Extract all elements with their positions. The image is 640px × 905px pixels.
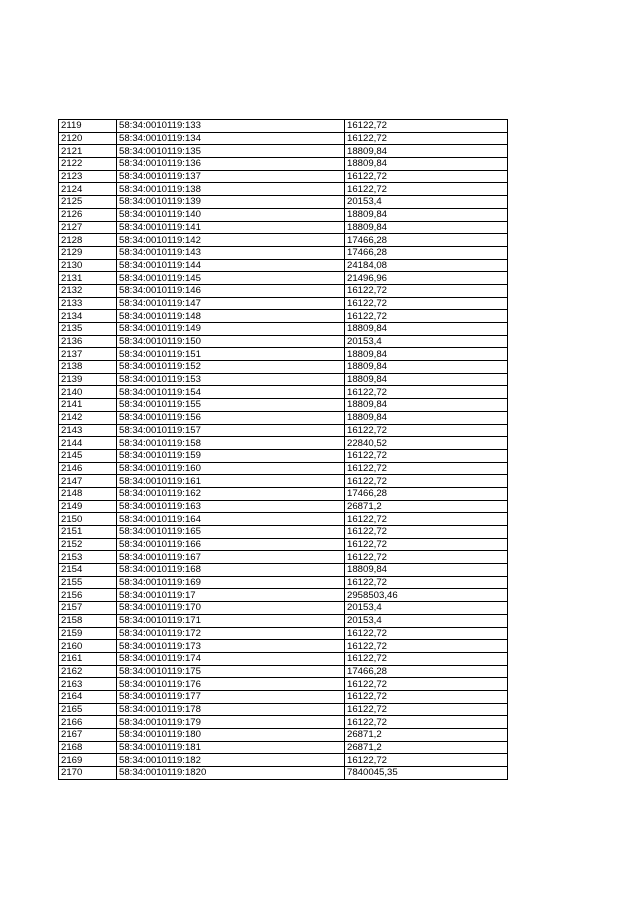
row-number-cell: 2167 (59, 729, 117, 742)
value-cell: 16122,72 (345, 703, 508, 716)
row-number-cell: 2153 (59, 551, 117, 564)
table-row (59, 487, 508, 500)
row-number-cell: 2128 (59, 234, 117, 247)
row-number-cell: 2165 (59, 703, 117, 716)
table-row (59, 589, 508, 602)
table-row (59, 221, 508, 234)
cadastral-number-cell: 58:34:0010119:170 (117, 602, 345, 615)
value-cell: 16122,72 (345, 297, 508, 310)
row-number-cell: 2139 (59, 373, 117, 386)
cadastral-number-cell: 58:34:0010119:173 (117, 640, 345, 653)
table-row (59, 348, 508, 361)
value-cell: 16122,72 (345, 652, 508, 665)
table-row (59, 323, 508, 336)
value-cell: 18809,84 (345, 564, 508, 577)
value-cell: 17466,28 (345, 487, 508, 500)
table-row (59, 386, 508, 399)
value-cell: 18809,84 (345, 158, 508, 171)
row-number-cell: 2143 (59, 424, 117, 437)
cadastral-number-cell: 58:34:0010119:162 (117, 487, 345, 500)
row-number-cell: 2160 (59, 640, 117, 653)
row-number-cell: 2126 (59, 208, 117, 221)
table-row (59, 272, 508, 285)
table-row (59, 665, 508, 678)
value-cell: 16122,72 (345, 386, 508, 399)
cadastral-number-cell: 58:34:0010119:163 (117, 500, 345, 513)
cadastral-number-cell: 58:34:0010119:142 (117, 234, 345, 247)
value-cell: 16122,72 (345, 640, 508, 653)
table-row (59, 564, 508, 577)
table-row (59, 551, 508, 564)
cadastral-number-cell: 58:34:0010119:165 (117, 526, 345, 539)
row-number-cell: 2158 (59, 614, 117, 627)
cadastral-number-cell: 58:34:0010119:178 (117, 703, 345, 716)
table-row (59, 449, 508, 462)
row-number-cell: 2120 (59, 132, 117, 145)
value-cell: 21496,96 (345, 272, 508, 285)
cadastral-number-cell: 58:34:0010119:180 (117, 729, 345, 742)
row-number-cell: 2133 (59, 297, 117, 310)
cadastral-number-cell: 58:34:0010119:171 (117, 614, 345, 627)
table-body (59, 120, 508, 780)
table-row (59, 424, 508, 437)
table-row (59, 284, 508, 297)
value-cell: 16122,72 (345, 551, 508, 564)
value-cell: 16122,72 (345, 716, 508, 729)
table-row (59, 729, 508, 742)
row-number-cell: 2148 (59, 487, 117, 500)
table-row (59, 614, 508, 627)
cadastral-number-cell: 58:34:0010119:158 (117, 437, 345, 450)
row-number-cell: 2161 (59, 652, 117, 665)
value-cell: 16122,72 (345, 475, 508, 488)
row-number-cell: 2123 (59, 170, 117, 183)
table-row (59, 767, 508, 780)
cadastral-number-cell: 58:34:0010119:1820 (117, 767, 345, 780)
table-row (59, 310, 508, 323)
row-number-cell: 2168 (59, 741, 117, 754)
table-row (59, 500, 508, 513)
value-cell: 16122,72 (345, 678, 508, 691)
cadastral-number-cell: 58:34:0010119:143 (117, 246, 345, 259)
value-cell: 18809,84 (345, 221, 508, 234)
value-cell: 17466,28 (345, 234, 508, 247)
row-number-cell: 2144 (59, 437, 117, 450)
row-number-cell: 2134 (59, 310, 117, 323)
cadastral-number-cell: 58:34:0010119:136 (117, 158, 345, 171)
cadastral-number-cell: 58:34:0010119:179 (117, 716, 345, 729)
table-row (59, 754, 508, 767)
row-number-cell: 2141 (59, 399, 117, 412)
cadastral-number-cell: 58:34:0010119:139 (117, 196, 345, 209)
row-number-cell: 2162 (59, 665, 117, 678)
cadastral-number-cell: 58:34:0010119:166 (117, 538, 345, 551)
cadastral-number-cell: 58:34:0010119:133 (117, 120, 345, 133)
value-cell: 26871,2 (345, 729, 508, 742)
value-cell: 16122,72 (345, 183, 508, 196)
row-number-cell: 2142 (59, 411, 117, 424)
cadastral-number-cell: 58:34:0010119:167 (117, 551, 345, 564)
row-number-cell: 2157 (59, 602, 117, 615)
value-cell: 16122,72 (345, 120, 508, 133)
value-cell: 18809,84 (345, 208, 508, 221)
cadastral-number-cell: 58:34:0010119:154 (117, 386, 345, 399)
row-number-cell: 2140 (59, 386, 117, 399)
row-number-cell: 2136 (59, 335, 117, 348)
row-number-cell: 2127 (59, 221, 117, 234)
value-cell: 16122,72 (345, 538, 508, 551)
cadastral-number-cell: 58:34:0010119:161 (117, 475, 345, 488)
value-cell: 16122,72 (345, 170, 508, 183)
table-row (59, 602, 508, 615)
value-cell: 2958503,46 (345, 589, 508, 602)
row-number-cell: 2138 (59, 361, 117, 374)
cadastral-number-cell: 58:34:0010119:147 (117, 297, 345, 310)
table-row (59, 196, 508, 209)
cadastral-number-cell: 58:34:0010119:155 (117, 399, 345, 412)
value-cell: 16122,72 (345, 284, 508, 297)
row-number-cell: 2154 (59, 564, 117, 577)
row-number-cell: 2145 (59, 449, 117, 462)
table-row (59, 246, 508, 259)
row-number-cell: 2156 (59, 589, 117, 602)
table-row (59, 132, 508, 145)
cadastral-number-cell: 58:34:0010119:182 (117, 754, 345, 767)
cadastral-number-cell: 58:34:0010119:175 (117, 665, 345, 678)
table-row (59, 678, 508, 691)
value-cell: 20153,4 (345, 614, 508, 627)
value-cell: 16122,72 (345, 462, 508, 475)
table-row (59, 335, 508, 348)
table-row (59, 576, 508, 589)
cadastral-number-cell: 58:34:0010119:134 (117, 132, 345, 145)
row-number-cell: 2119 (59, 120, 117, 133)
value-cell: 16122,72 (345, 424, 508, 437)
value-cell: 26871,2 (345, 500, 508, 513)
value-cell: 7840045,35 (345, 767, 508, 780)
cadastral-number-cell: 58:34:0010119:151 (117, 348, 345, 361)
cadastral-number-cell: 58:34:0010119:169 (117, 576, 345, 589)
value-cell: 16122,72 (345, 754, 508, 767)
table-row (59, 234, 508, 247)
row-number-cell: 2129 (59, 246, 117, 259)
cadastral-number-cell: 58:34:0010119:156 (117, 411, 345, 424)
value-cell: 18809,84 (345, 399, 508, 412)
cadastral-number-cell: 58:34:0010119:164 (117, 513, 345, 526)
cadastral-number-cell: 58:34:0010119:181 (117, 741, 345, 754)
table-row (59, 513, 508, 526)
table-row (59, 297, 508, 310)
table-row (59, 690, 508, 703)
cadastral-number-cell: 58:34:0010119:172 (117, 627, 345, 640)
row-number-cell: 2151 (59, 526, 117, 539)
value-cell: 17466,28 (345, 665, 508, 678)
cadastral-number-cell: 58:34:0010119:150 (117, 335, 345, 348)
row-number-cell: 2170 (59, 767, 117, 780)
cadastral-number-cell: 58:34:0010119:145 (117, 272, 345, 285)
table-row (59, 259, 508, 272)
table-row (59, 120, 508, 133)
row-number-cell: 2169 (59, 754, 117, 767)
value-cell: 20153,4 (345, 196, 508, 209)
table-row (59, 703, 508, 716)
table-row (59, 475, 508, 488)
value-cell: 16122,72 (345, 690, 508, 703)
row-number-cell: 2137 (59, 348, 117, 361)
row-number-cell: 2130 (59, 259, 117, 272)
cadastral-number-cell: 58:34:0010119:141 (117, 221, 345, 234)
row-number-cell: 2149 (59, 500, 117, 513)
row-number-cell: 2152 (59, 538, 117, 551)
value-cell: 20153,4 (345, 335, 508, 348)
table-row (59, 208, 508, 221)
value-cell: 22840,52 (345, 437, 508, 450)
table-row (59, 716, 508, 729)
cadastral-number-cell: 58:34:0010119:138 (117, 183, 345, 196)
table-row (59, 145, 508, 158)
cadastral-number-cell: 58:34:0010119:168 (117, 564, 345, 577)
value-cell: 18809,84 (345, 361, 508, 374)
cadastral-number-cell: 58:34:0010119:174 (117, 652, 345, 665)
table-row (59, 538, 508, 551)
value-cell: 17466,28 (345, 246, 508, 259)
row-number-cell: 2166 (59, 716, 117, 729)
table-row (59, 361, 508, 374)
row-number-cell: 2150 (59, 513, 117, 526)
value-cell: 16122,72 (345, 576, 508, 589)
table-row (59, 652, 508, 665)
row-number-cell: 2132 (59, 284, 117, 297)
row-number-cell: 2163 (59, 678, 117, 691)
table-row (59, 399, 508, 412)
cadastral-number-cell: 58:34:0010119:17 (117, 589, 345, 602)
row-number-cell: 2159 (59, 627, 117, 640)
cadastral-number-cell: 58:34:0010119:159 (117, 449, 345, 462)
cadastral-number-cell: 58:34:0010119:146 (117, 284, 345, 297)
row-number-cell: 2164 (59, 690, 117, 703)
value-cell: 16122,72 (345, 627, 508, 640)
cadastral-number-cell: 58:34:0010119:144 (117, 259, 345, 272)
row-number-cell: 2155 (59, 576, 117, 589)
cadastral-number-cell: 58:34:0010119:160 (117, 462, 345, 475)
cadastral-number-cell: 58:34:0010119:157 (117, 424, 345, 437)
value-cell: 16122,72 (345, 449, 508, 462)
value-cell: 18809,84 (345, 323, 508, 336)
value-cell: 16122,72 (345, 513, 508, 526)
cadastral-number-cell: 58:34:0010119:135 (117, 145, 345, 158)
row-number-cell: 2124 (59, 183, 117, 196)
row-number-cell: 2147 (59, 475, 117, 488)
row-number-cell: 2146 (59, 462, 117, 475)
cadastral-number-cell: 58:34:0010119:152 (117, 361, 345, 374)
cadastral-number-cell: 58:34:0010119:176 (117, 678, 345, 691)
table-row (59, 462, 508, 475)
data-table (58, 119, 508, 780)
row-number-cell: 2125 (59, 196, 117, 209)
value-cell: 26871,2 (345, 741, 508, 754)
value-cell: 20153,4 (345, 602, 508, 615)
value-cell: 16122,72 (345, 310, 508, 323)
cadastral-number-cell: 58:34:0010119:149 (117, 323, 345, 336)
value-cell: 18809,84 (345, 145, 508, 158)
table-row (59, 741, 508, 754)
table-row (59, 411, 508, 424)
table-row (59, 437, 508, 450)
row-number-cell: 2131 (59, 272, 117, 285)
table-row (59, 170, 508, 183)
value-cell: 16122,72 (345, 132, 508, 145)
value-cell: 16122,72 (345, 526, 508, 539)
row-number-cell: 2135 (59, 323, 117, 336)
cadastral-number-cell: 58:34:0010119:148 (117, 310, 345, 323)
table-row (59, 158, 508, 171)
table-row (59, 183, 508, 196)
value-cell: 18809,84 (345, 348, 508, 361)
cadastral-number-cell: 58:34:0010119:177 (117, 690, 345, 703)
table-row (59, 526, 508, 539)
row-number-cell: 2121 (59, 145, 117, 158)
value-cell: 18809,84 (345, 411, 508, 424)
value-cell: 24184,08 (345, 259, 508, 272)
row-number-cell: 2122 (59, 158, 117, 171)
cadastral-number-cell: 58:34:0010119:137 (117, 170, 345, 183)
table-row (59, 627, 508, 640)
value-cell: 18809,84 (345, 373, 508, 386)
cadastral-number-cell: 58:34:0010119:140 (117, 208, 345, 221)
table-row (59, 373, 508, 386)
table-row (59, 640, 508, 653)
cadastral-number-cell: 58:34:0010119:153 (117, 373, 345, 386)
